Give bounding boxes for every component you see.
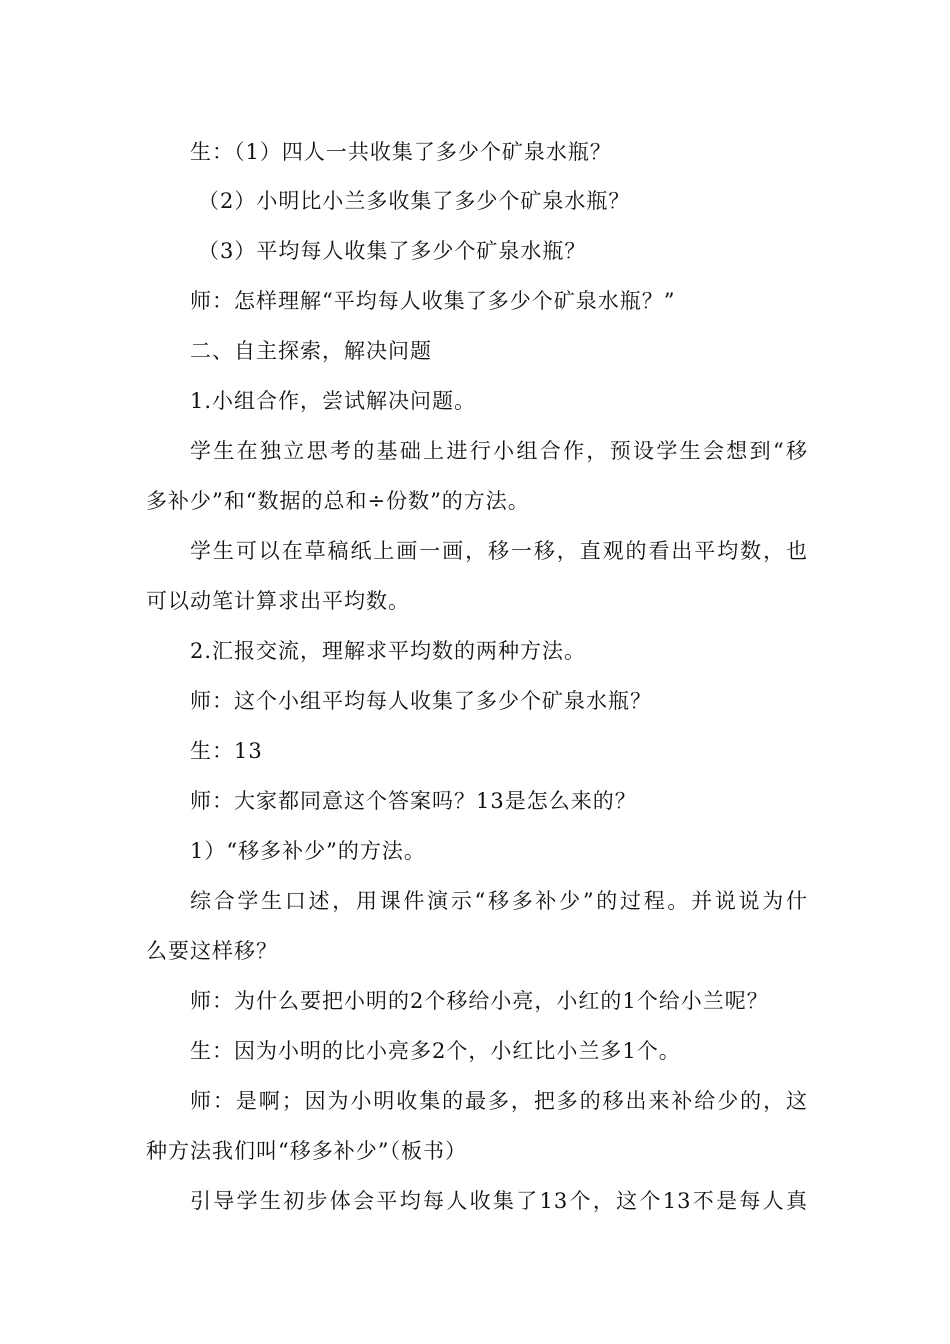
paragraph-line: 综合学生口述，用课件演示“移多补少”的过程。并说说为什 (190, 889, 808, 913)
paragraph-line: 学生在独立思考的基础上进行小组合作，预设学生会想到“移 (190, 439, 808, 463)
subsection-heading: 1.小组合作，尝试解决问题。 (190, 389, 477, 413)
paragraph-line: 师：为什么要把小明的2个移给小亮，小红的1个给小兰呢？ (190, 989, 769, 1013)
paragraph-line: 么要这样移？ (146, 939, 278, 963)
subsection-heading: 2.汇报交流，理解求平均数的两种方法。 (190, 639, 587, 663)
paragraph-line: 学生可以在草稿纸上画一画，移一移，直观的看出平均数，也 (190, 539, 808, 563)
paragraph-line: 师：这个小组平均每人收集了多少个矿泉水瓶？ (190, 689, 652, 713)
section-heading: 二、自主探索，解决问题 (190, 339, 432, 363)
paragraph-line: （3）平均每人收集了多少个矿泉水瓶？ (198, 239, 587, 263)
subsection-heading: 1）“移多补少”的方法。 (190, 839, 426, 863)
paragraph-line: 引导学生初步体会平均每人收集了13个，这个13不是每人真 (190, 1189, 808, 1213)
paragraph-line: 师：是啊；因为小明收集的最多，把多的移出来补给少的，这 (190, 1089, 808, 1113)
paragraph-line: 生：因为小明的比小亮多2个，小红比小兰多1个。 (190, 1039, 681, 1063)
paragraph-line: （2）小明比小兰多收集了多少个矿泉水瓶？ (198, 189, 631, 213)
paragraph-line: 师：大家都同意这个答案吗？13是怎么来的？ (190, 789, 637, 813)
paragraph-line: 生：13 (190, 739, 263, 763)
paragraph-line: 可以动笔计算求出平均数。 (146, 589, 410, 613)
paragraph-line: 多补少”和“数据的总和÷份数”的方法。 (146, 489, 530, 513)
paragraph-line: 师：怎样理解“平均每人收集了多少个矿泉水瓶？” (190, 289, 676, 313)
paragraph-line: 种方法我们叫“移多补少”（板书） (146, 1139, 467, 1163)
paragraph-line: 生：（1）四人一共收集了多少个矿泉水瓶？ (190, 140, 612, 164)
